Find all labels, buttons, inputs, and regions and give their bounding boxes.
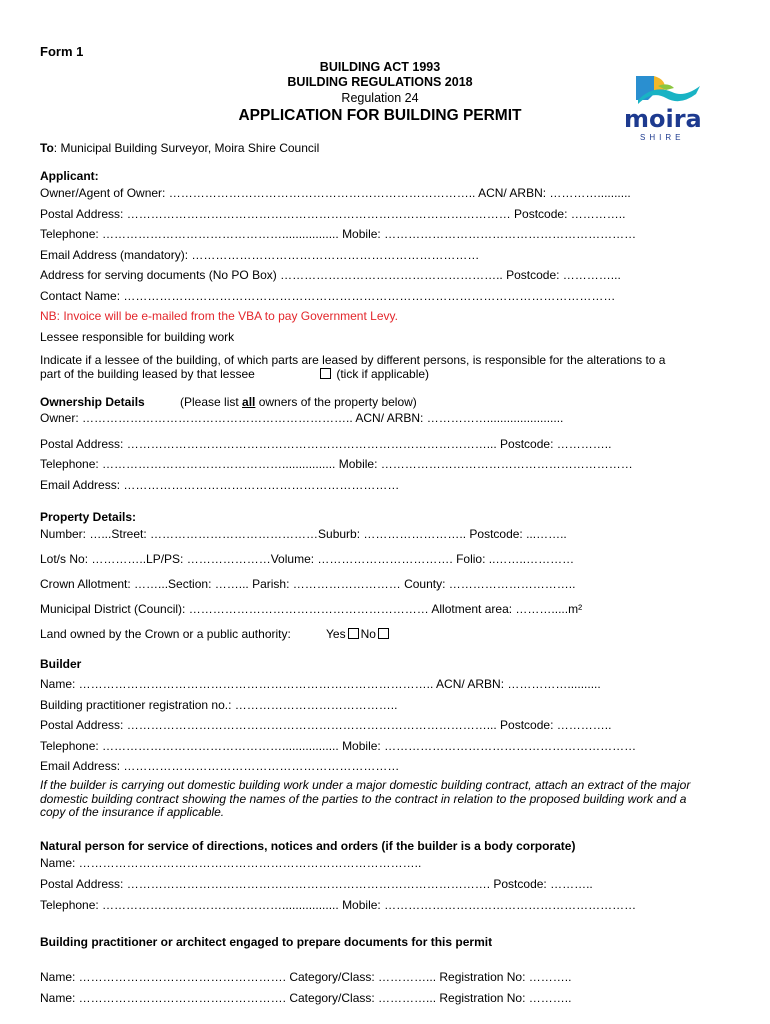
builder-email-field[interactable]: Email Address: …………………………………………………………… [40, 759, 400, 773]
property-municipal-field[interactable]: Municipal District (Council): …………………………………………………… Allotment area: ……….....m² [40, 602, 583, 616]
ownership-note [180, 395, 417, 409]
owner-name-field[interactable]: Owner: ………………………………………………………….. ACN/ ARBN: ……………....................... [40, 411, 564, 425]
natural-person-heading: Natural person for service of directions, notices and orders (if the builder is a body corporate) [40, 839, 576, 853]
natural-person-name-field[interactable]: Name: ………………………………………………………………………….. [40, 856, 422, 870]
natural-person-postal-field[interactable]: Postal Address: ………………………………………………………………………………. Postcode: ……….. [40, 877, 593, 891]
ownership-note-all: all [242, 395, 256, 409]
builder-name-field[interactable]: Name: …………………………………………………………………………….. ACN/ ARBN: …………….......... [40, 677, 601, 691]
to-line [40, 141, 319, 155]
applicant-owner-agent-field[interactable]: Owner/Agent of Owner: ………………………………………………………………….. ACN/ ARBN: ………….......... [40, 186, 631, 200]
lessee-heading: Lessee responsible for building work [40, 330, 235, 344]
to-value: : Municipal Building Surveyor, Moira Shire Council [53, 141, 320, 155]
practitioner-row-2-field[interactable]: Name: ……………………………………………. Category/Class: …………... Registration No: ……….. [40, 991, 572, 1005]
lessee-tick [318, 367, 429, 381]
ownership-note-post: owners of the property below) [255, 395, 417, 409]
applicant-telephone-field[interactable]: Telephone: ………………………………………................. Mobile: ……………………………………………………… [40, 227, 637, 241]
applicant-heading: Applicant: [40, 169, 99, 183]
invoice-note: NB: Invoice will be e-mailed from the VBA to pay Government Levy. [40, 309, 398, 323]
applicant-email-field[interactable]: Email Address (mandatory): ……………………………………………………………… [40, 248, 480, 262]
act-title: BUILDING ACT 1993 [319, 60, 441, 74]
applicant-contact-field[interactable]: Contact Name: …………………………………………………………………………………………………………… [40, 289, 616, 303]
ownership-heading: Ownership Details [40, 395, 145, 409]
applicant-serving-address-field[interactable]: Address for serving documents (No PO Box) ……………………………………………….. Postcode: …………... [40, 268, 621, 282]
crown-land-no-checkbox[interactable] [378, 628, 389, 639]
lessee-text-line2: part of the building leased by that lessee [40, 367, 255, 381]
applicant-postal-field[interactable]: Postal Address: …………………………………………………………………………………… Postcode: ………….. [40, 207, 626, 221]
logo-wordmark: moira [624, 105, 702, 133]
property-number-street-field[interactable]: Number: …...Street: ……………………………………Suburb: …………………….. Postcode: ...…….. [40, 527, 567, 541]
practitioner-heading: Building practitioner or architect engaged to prepare documents for this permit [40, 935, 493, 949]
crown-land-options [326, 627, 391, 641]
crown-land-yes-checkbox[interactable] [348, 628, 359, 639]
builder-postal-field[interactable]: Postal Address: ………………………………………………………………………………... Postcode: ………….. [40, 718, 612, 732]
regulations-title: BUILDING REGULATIONS 2018 [287, 75, 473, 89]
ownership-note-pre: (Please list [180, 395, 243, 409]
builder-contract-note: If the builder is carrying out domestic building work under a major domestic building contract, attach an extract of the major domestic building contract showing the names of the parties to the contract in relation to the proposed building work and a copy of the insurance if applicable. [40, 778, 691, 819]
to-label: To [40, 141, 54, 155]
builder-telephone-field[interactable]: Telephone: ………………………………………................. Mobile: ……………………………………………………… [40, 739, 637, 753]
crown-land-yes-label: Yes [326, 627, 346, 641]
moira-shire-logo [614, 72, 714, 148]
crown-land-no-label: No [360, 627, 376, 641]
crown-land-label: Land owned by the Crown or a public authority: [40, 627, 291, 641]
property-heading: Property Details: [40, 510, 137, 524]
property-crown-allotment-field[interactable]: Crown Allotment: ……...Section: ……... Parish: ……………………… County: ………………………….. [40, 577, 576, 591]
lessee-tick-label: (tick if applicable) [336, 367, 430, 381]
lessee-text-line1: Indicate if a lessee of the building, of which parts are leased by different persons, is responsible for the alterations to a [40, 353, 666, 367]
practitioner-row-1-field[interactable]: Name: ……………………………………………. Category/Class: …………... Registration No: ……….. [40, 970, 572, 984]
form-number: Form 1 [40, 44, 84, 59]
natural-person-telephone-field[interactable]: Telephone: ………………………………………................. Mobile: ……………………………………………………… [40, 898, 637, 912]
builder-heading: Builder [40, 657, 82, 671]
regulation-number: Regulation 24 [341, 91, 419, 105]
lessee-checkbox[interactable] [320, 368, 331, 379]
owner-telephone-field[interactable]: Telephone: ………………………………………................ Mobile: ……………………………………………………… [40, 457, 633, 471]
logo-subtitle: SHIRE [640, 133, 685, 142]
owner-email-field[interactable]: Email Address: …………………………………………………………… [40, 478, 400, 492]
property-lot-field[interactable]: Lot/s No: …………..LP/PS: …………………Volume: ……………………………. Folio: ..……..………… [40, 552, 575, 566]
builder-registration-field[interactable]: Building practitioner registration no.: ………………………………….. [40, 698, 398, 712]
owner-postal-field[interactable]: Postal Address: ………………………………………………………………………………... Postcode: ………….. [40, 437, 612, 451]
page-title: APPLICATION FOR BUILDING PERMIT [238, 107, 522, 124]
